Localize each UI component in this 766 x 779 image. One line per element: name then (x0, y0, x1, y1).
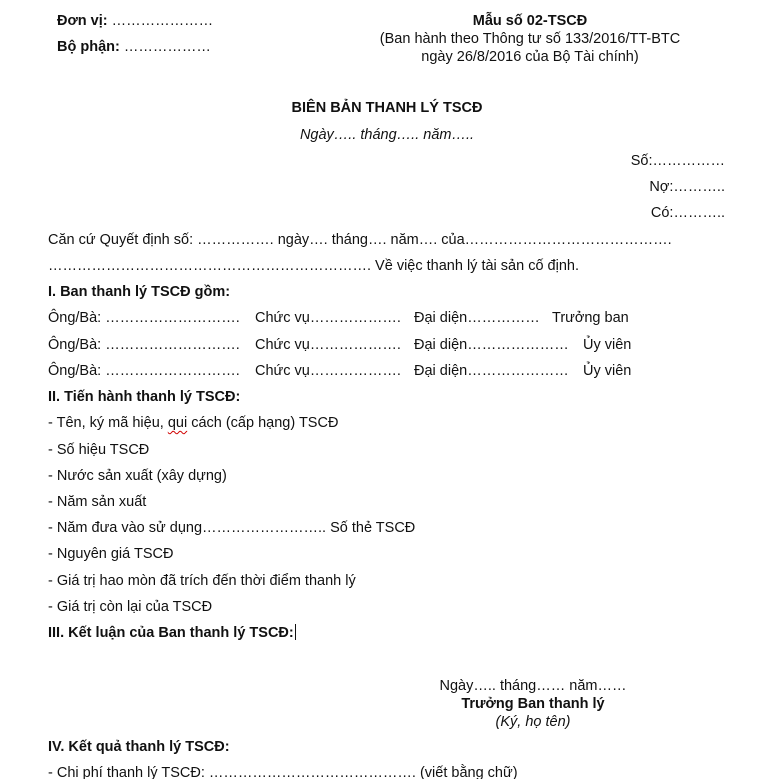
form-note-line-1: (Ban hành theo Thông tư số 133/2016/TT-BTC (379, 31, 681, 47)
signature-title: Trưởng Ban thanh lý (461, 696, 605, 712)
form-header (360, 12, 700, 66)
document-date: Ngày….. tháng….. năm….. (299, 127, 475, 143)
member-row (48, 309, 240, 327)
section-1-heading: I. Ban thanh lý TSCĐ gồm: (48, 284, 231, 300)
basis-line-1: Căn cứ Quyết định số: ……………. ngày…. tháng…. năm…. của……………………………………. (48, 232, 672, 248)
signature-note: (Ký, họ tên) (495, 714, 571, 730)
form-note-line-2: ngày 26/8/2016 của Bộ Tài chính) (421, 49, 639, 65)
unit-label: Đơn vị: (57, 13, 108, 29)
document-title: BIÊN BẢN THANH LÝ TSCĐ (291, 100, 483, 116)
list-item: - Chi phí thanh lý TSCĐ: ……………………………………. (viết bằng chữ) (48, 765, 518, 779)
section-2-heading: II. Tiến hành thanh lý TSCĐ: (48, 389, 241, 405)
basis-line-2: …………………………………………………………. Về việc thanh lý tài sản cố định. (48, 258, 579, 274)
text-cursor (295, 624, 296, 640)
list-item: - Số hiệu TSCĐ (48, 442, 150, 458)
list-item: - Nguyên giá TSCĐ (48, 546, 174, 562)
section-4-heading: IV. Kết quả thanh lý TSCĐ: (48, 739, 230, 755)
list-item: - Năm đưa vào sử dụng…………………….. Số thẻ TSCĐ (48, 520, 416, 536)
list-item: - Giá trị còn lại của TSCĐ (48, 599, 213, 615)
list-item (48, 414, 338, 432)
member-rep: Đại diện………………… (414, 363, 569, 379)
member-name: Ông/Bà: ………………………. (48, 363, 240, 379)
dept-line (57, 38, 211, 56)
member-rep: Đại diện………………… (414, 337, 569, 353)
member-role: Trưởng ban (552, 310, 629, 326)
member-position: Chức vụ………………. (255, 363, 401, 379)
document-number: Số:…………… (630, 153, 725, 169)
list-item: - Năm sản xuất (48, 494, 147, 510)
dept-value: ……………… (119, 39, 211, 55)
list-item: - Nước sản xuất (xây dựng) (48, 468, 227, 484)
list-item-text: cách (cấp hạng) TSCĐ (187, 415, 339, 431)
credit-account: Có:……….. (650, 205, 725, 221)
unit-value: ………………… (107, 13, 214, 29)
signature-date: Ngày….. tháng…… năm…… (439, 678, 627, 694)
debit-account: Nợ:……….. (649, 179, 725, 195)
list-item-text: - Tên, ký mã hiệu, (48, 415, 168, 431)
member-role: Ủy viên (583, 337, 632, 353)
member-position: Chức vụ………………. (255, 310, 401, 326)
member-name: Ông/Bà: ………………………. (48, 310, 240, 326)
member-row (48, 362, 240, 380)
form-number: Mẫu số 02-TSCĐ (472, 13, 588, 29)
dept-label: Bộ phận: (57, 39, 120, 55)
signature-block (400, 677, 666, 731)
member-position: Chức vụ………………. (255, 337, 401, 353)
member-row (48, 336, 240, 354)
section-3-heading: III. Kết luận của Ban thanh lý TSCĐ: (48, 625, 294, 641)
member-rep: Đại diện…………… (414, 310, 540, 326)
member-name: Ông/Bà: ………………………. (48, 337, 240, 353)
list-item: - Giá trị hao mòn đã trích đến thời điểm thanh lý (48, 573, 356, 589)
unit-line (57, 12, 213, 30)
member-role: Ủy viên (583, 363, 632, 379)
spellcheck-word: qui (167, 415, 188, 431)
section-3-line[interactable] (48, 624, 296, 642)
